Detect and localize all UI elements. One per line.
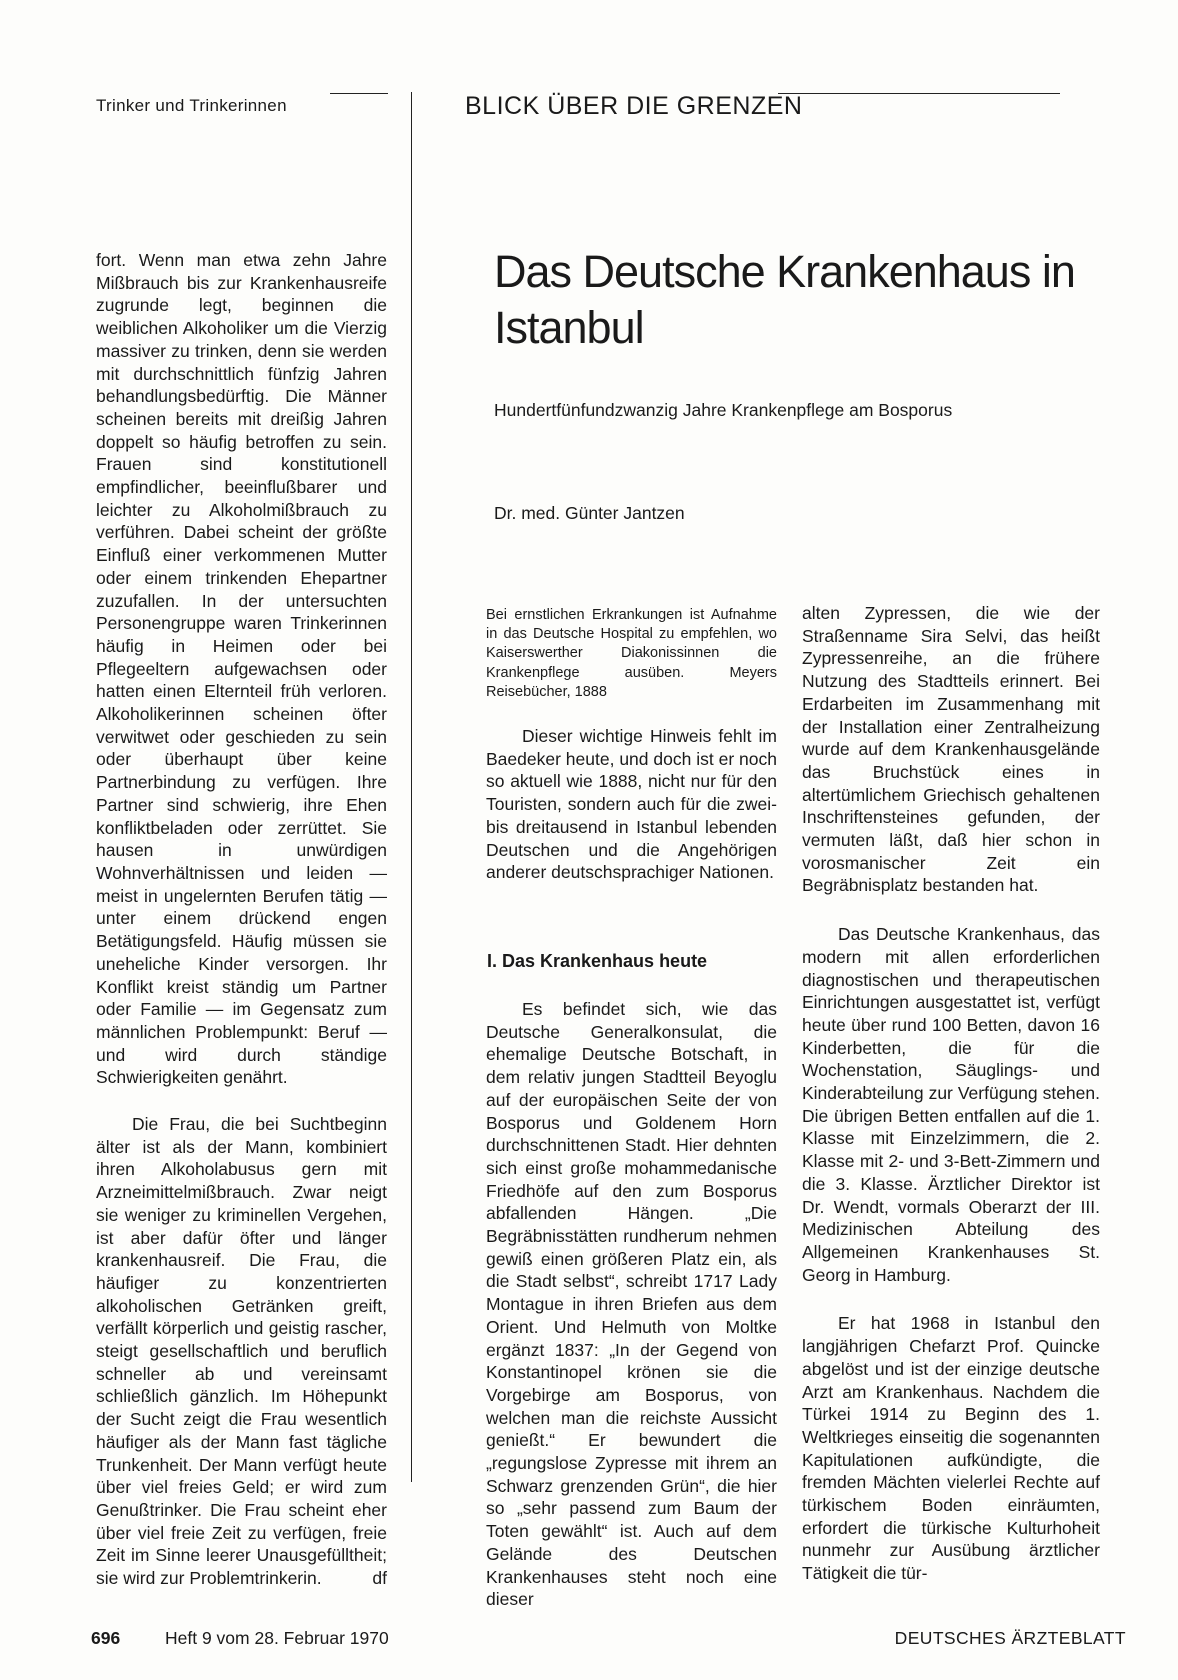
article-author: Dr. med. Günter Jantzen: [494, 503, 685, 523]
page-number: 696: [91, 1628, 121, 1648]
article-subtitle: Hundertfünfundzwanzig Jahre Krankenpflege am Bosporus: [494, 400, 953, 420]
section-heading: I. Das Krankenhaus heute: [487, 951, 708, 971]
middle-column-top: [486, 725, 777, 884]
motto-quote: Bei ernstlichen Erkrankungen ist Aufnahme in das Deutsche Hospital zu empfehlen, wo Kaiserswerther Diakonissinnen die Krankenpflege ausüben. Meyers Reisebücher, 1888: [486, 607, 777, 700]
header-rule-left: [330, 93, 388, 94]
right-column: [802, 602, 1100, 1585]
journal-name: DEUTSCHES ÄRZTEBLATT: [894, 1628, 1126, 1648]
left-paragraph-2: Die Frau, die bei Suchtbeginn älter ist als der Mann, kombiniert ihren Alkoholabusus gern mit Arzneimittelmißbrauch. Zwar neigt sie weniger zu kriminellen Vergehen, ist aber dafür öfter und länger krankenhausreif. Die Frau, die häufiger zu konzentrierten alkoholischen Getränken greift, verfällt körperlich und geistig rascher, steigt gesellschaftlich und beruflich schneller ab und vereinsamt schließlich gänzlich. Im Höhepunkt der Sucht zeigt die Frau wesentlich häufiger als der Mann fast tägliche Trunkenheit. Der Mann verfügt heute über viel freies Geld; er wird zum Genußtrinker. Die Frau scheint eher über viel freie Zeit zu verfügen, freie Zeit im Sinne leerer Unausgefülltheit; sie wird zur Problemtrinkerin.: [96, 1114, 387, 1589]
left-column: [96, 249, 387, 1590]
middle-column-bottom: [486, 998, 777, 1611]
issue-info: Heft 9 vom 28. Februar 1970: [165, 1628, 389, 1648]
right-paragraph-2: Das Deutsche Krankenhaus, das modern mit allen erforderlichen diagnostischen und therapeutischen Einrichtungen ausgestattet ist, verfügt heute über rund 100 Betten, davon 16 Kinderbetten, die für die Wochenstation, Säuglings- und Kinderabteilung zur Verfügung stehen. Die übrigen Betten entfallen auf die 1. Klasse mit Einzelzimmern, die 2. Klasse mit 2- und 3-Bett-Zimmern und die 3. Klasse. Ärztlicher Direktor ist Dr. Wendt, vormals Oberarzt der III. Medizinischen Abteilung des Allgemeinen Krankenhauses St. Georg in Hamburg.: [802, 924, 1100, 1285]
right-paragraph-1: alten Zypressen, die wie der Straßenname Sira Selvi, das heißt Zypressenreihe, an die frühere Nutzung des Stadtteils erinnert. Bei Erdarbeiten im Zusammenhang mit der Installation einer Zentralheizung wurde auf dem Krankenhausgelände das Bruchstück eines in altertümlichem Griechisch gehaltenen Inschriftensteines gefunden, der vermuten läßt, daß hier schon in vorosmanischer Zeit ein Begräbnisplatz bestanden hat.: [802, 603, 1100, 896]
right-paragraph-3: Er hat 1968 in Istanbul den langjährigen Chefarzt Prof. Quincke abgelöst und ist der einzige deutsche Arzt am Krankenhaus. Nachdem die Türkei 1914 zu Beginn des 1. Weltkrieges einseitig die sogenannten Kapitulationen aufkündigte, die fremden Mächten vielerlei Rechte auf türkischem Boden einräumten, erfordert die türkische Kulturhoheit nunmehr zur Ausübung ärztlicher Tätigkeit die tür-: [802, 1313, 1100, 1584]
middle-paragraph-1: Dieser wichtige Hinweis fehlt im Baedeker heute, und doch ist er noch so aktuell wie 1888, nicht nur für den Touristen, sondern auch für die zwei- bis dreitausend in Istanbul lebenden Deutschen und die Angehörigen anderer deutschsprachiger Nationen.: [486, 726, 777, 883]
column-divider: [411, 92, 412, 1482]
section-title: BLICK ÜBER DIE GRENZEN: [465, 92, 803, 120]
left-article-signature: df: [372, 1568, 387, 1589]
article-title: Das Deutsche Krankenhaus in Istanbul: [494, 246, 1075, 353]
middle-paragraph-2: Es befindet sich, wie das Deutsche Generalkonsulat, die ehemalige Deutsche Botschaft, in dem relativ jungen Stadtteil Beyoglu auf der europäischen Seite der von Bosporus und Goldenem Horn durchschnittenen Stadt. Hier dehnten sich einst große mohammedanische Friedhöfe auf den zum Bosporus abfallenden Hängen. „Die Begräbnisstätten rundherum nehmen gewiß einen größeren Platz ein, als die Stadt selbst“, schreibt 1717 Lady Montague in ihren Briefen aus dem Orient. Und Helmuth von Moltke ergänzt 1837: „In der Gegend von Konstantinopel krönen sie die Vorgebirge am Bosporus, von welchen man die reichste Aussicht genießt.“ Er bewundert die „regungslose Zypresse mit ihrem an Schwarz grenzenden Grün“, die hier so „sehr passend zum Baum der Toten gewählt“ ist. Auch auf dem Gelände des Deutschen Krankenhauses steht noch eine dieser: [486, 999, 777, 1610]
left-paragraph-1: fort. Wenn man etwa zehn Jahre Mißbrauch bis zur Krankenhausreife zugrunde legt, beginnen die weiblichen Alkoholiker um die Vierzig massiver zu trinken, denn sie werden mit durchschnittlich fünfzig Jahren behandlungsbedürftig. Die Männer scheinen bereits mit dreißig Jahren doppelt so häufig betroffen zu sein. Frauen sind konstitutionell empfindlicher, beeinflußbarer und leichter zu Alkoholmißbrauch zu verführen. Dabei scheint der größte Einfluß einer verkommenen Mutter oder einem trinkenden Ehepartner zuzufallen. In der untersuchten Personengruppe waren Trinkerinnen häufig in Heimen oder bei Pflegeeltern aufgewachsen oder hatten einen Elternteil früh verloren. Alkoholikerinnen scheinen öfter verwitwet oder geschieden zu sein oder überhaupt über keine Partnerbindung zu verfügen. Ihre Partner sind schwierig, ihre Ehen konfliktbeladen oder zerrüttet. Sie hausen in unwürdigen Wohnverhältnissen und leiden — meist in ungelernten Berufen tätig — unter einem drückend engen Betätigungsfeld. Häufig müssen sie uneheliche Kinder versorgen. Ihr Konflikt kreist ständig um Partner oder Familie — im Gegensatz zum männlichen Problempunkt: Beruf — und wird durch ständige Schwierigkeiten genährt.: [96, 250, 387, 1088]
running-title-left: Trinker und Trinkerinnen: [96, 96, 287, 115]
header-rule-right: [778, 93, 1060, 94]
